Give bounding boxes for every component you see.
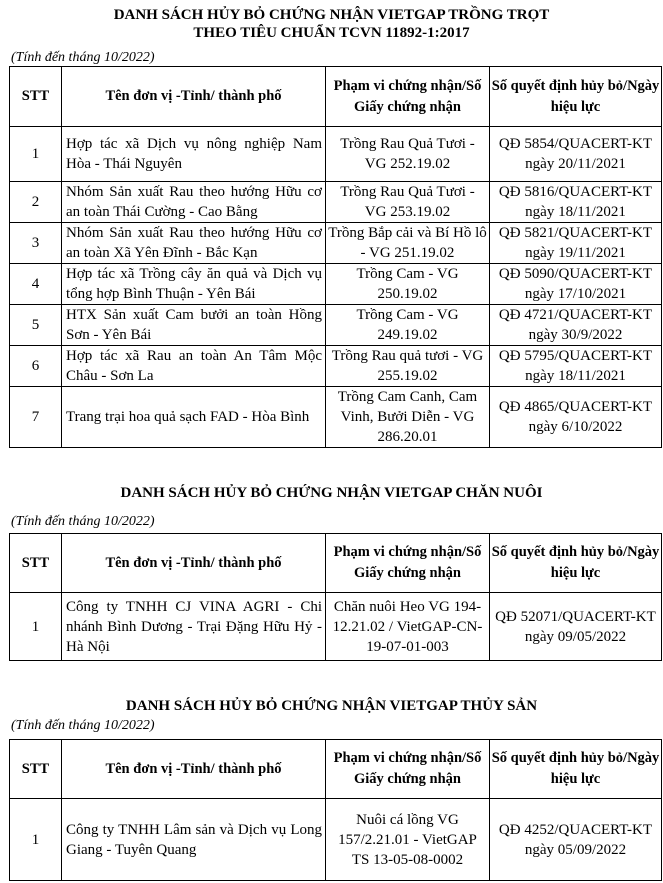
table-row	[10, 387, 662, 448]
row-stt: 2	[10, 182, 62, 223]
header-decision: Số quyết định hủy bỏ/Ngày hiệu lực	[490, 67, 662, 127]
header-decision: Số quyết định hủy bỏ/Ngày hiệu lực	[490, 740, 662, 799]
row-name: HTX Sản xuất Cam bưởi an toàn Hồng Sơn - Yên Bái	[62, 305, 326, 346]
row-scope: Chăn nuôi Heo VG 194-12.21.02 / VietGAP-CN-19-07-01-003	[326, 593, 490, 661]
table-row	[10, 264, 662, 305]
row-decision: QĐ 5795/QUACERT-KT ngày 18/11/2021	[490, 346, 662, 387]
row-scope: Trồng Cam - VG 249.19.02	[326, 305, 490, 346]
row-name: Hợp tác xã Rau an toàn An Tâm Mộc Châu - Sơn La	[62, 346, 326, 387]
section2-table	[9, 533, 662, 661]
row-decision: QĐ 52071/QUACERT-KT ngày 09/05/2022	[490, 593, 662, 661]
row-name: Hợp tác xã Trồng cây ăn quả và Dịch vụ tổng hợp Bình Thuận - Yên Bái	[62, 264, 326, 305]
table-row	[10, 799, 662, 881]
header-scope: Phạm vi chứng nhận/Số Giấy chứng nhận	[326, 534, 490, 593]
row-stt: 1	[10, 593, 62, 661]
row-stt: 7	[10, 387, 62, 448]
section3-title: DANH SÁCH HỦY BỎ CHỨNG NHẬN VIETGAP THỦY SẢN	[125, 698, 538, 714]
header-name: Tên đơn vị -Tỉnh/ thành phố	[62, 534, 326, 593]
row-name: Nhóm Sản xuất Rau theo hướng Hữu cơ an toàn Xã Yên Đĩnh - Bắc Kạn	[62, 223, 326, 264]
row-scope: Trồng Rau Quả Tươi - VG 253.19.02	[326, 182, 490, 223]
table-row	[10, 346, 662, 387]
header-stt: STT	[10, 67, 62, 127]
section2-note: (Tính đến tháng 10/2022)	[11, 514, 155, 529]
header-stt: STT	[10, 740, 62, 799]
section1-title-line1: DANH SÁCH HỦY BỎ CHỨNG NHẬN VIETGAP TRỒNG TRỌT	[113, 7, 550, 23]
table-row	[10, 593, 662, 661]
row-decision: QĐ 4865/QUACERT-KT ngày 6/10/2022	[490, 387, 662, 448]
row-decision: QĐ 5854/QUACERT-KT ngày 20/11/2021	[490, 127, 662, 182]
row-stt: 3	[10, 223, 62, 264]
header-scope: Phạm vi chứng nhận/Số Giấy chứng nhận	[326, 740, 490, 799]
row-scope: Trồng Cam Canh, Cam Vinh, Bưởi Diễn - VG 286.20.01	[326, 387, 490, 448]
table-row	[10, 127, 662, 182]
row-stt: 5	[10, 305, 62, 346]
row-scope: Trồng Cam - VG 250.19.02	[326, 264, 490, 305]
row-decision: QĐ 5090/QUACERT-KT ngày 17/10/2021	[490, 264, 662, 305]
header-stt: STT	[10, 534, 62, 593]
section1-table	[9, 66, 662, 448]
table-header-row	[10, 740, 662, 799]
row-decision: QĐ 4721/QUACERT-KT ngày 30/9/2022	[490, 305, 662, 346]
section3-table	[9, 739, 662, 881]
table-row	[10, 182, 662, 223]
row-stt: 4	[10, 264, 62, 305]
section2-title: DANH SÁCH HỦY BỎ CHỨNG NHẬN VIETGAP CHĂN NUÔI	[120, 485, 543, 501]
row-stt: 1	[10, 799, 62, 881]
row-stt: 1	[10, 127, 62, 182]
row-name: Nhóm Sản xuất Rau theo hướng Hữu cơ an toàn Thái Cường - Cao Bằng	[62, 182, 326, 223]
row-name: Công ty TNHH CJ VINA AGRI - Chi nhánh Bình Dương - Trại Đặng Hữu Hỷ - Hà Nội	[62, 593, 326, 661]
table-header-row	[10, 534, 662, 593]
row-stt: 6	[10, 346, 62, 387]
table-row	[10, 223, 662, 264]
row-decision: QĐ 5816/QUACERT-KT ngày 18/11/2021	[490, 182, 662, 223]
header-scope: Phạm vi chứng nhận/Số Giấy chứng nhận	[326, 67, 490, 127]
row-scope: Nuôi cá lồng VG 157/2.21.01 - VietGAP TS 13-05-08-0002	[326, 799, 490, 881]
table-header-row	[10, 67, 662, 127]
row-scope: Trồng Bắp cải và Bí Hồ lô - VG 251.19.02	[326, 223, 490, 264]
header-decision: Số quyết định hủy bỏ/Ngày hiệu lực	[490, 534, 662, 593]
header-name: Tên đơn vị -Tỉnh/ thành phố	[62, 67, 326, 127]
header-name: Tên đơn vị -Tỉnh/ thành phố	[62, 740, 326, 799]
row-scope: Trồng Rau quả tươi - VG 255.19.02	[326, 346, 490, 387]
row-decision: QĐ 4252/QUACERT-KT ngày 05/09/2022	[490, 799, 662, 881]
section1-title-line2: THEO TIÊU CHUẨN TCVN 11892-1:2017	[193, 25, 470, 41]
row-decision: QĐ 5821/QUACERT-KT ngày 19/11/2021	[490, 223, 662, 264]
row-name: Công ty TNHH Lâm sản và Dịch vụ Long Giang - Tuyên Quang	[62, 799, 326, 881]
section1-note: (Tính đến tháng 10/2022)	[11, 50, 155, 65]
section3-note: (Tính đến tháng 10/2022)	[11, 718, 155, 733]
row-name: Trang trại hoa quả sạch FAD - Hòa Bình	[62, 387, 326, 448]
table-row	[10, 305, 662, 346]
row-scope: Trồng Rau Quả Tươi - VG 252.19.02	[326, 127, 490, 182]
row-name: Hợp tác xã Dịch vụ nông nghiệp Nam Hòa - Thái Nguyên	[62, 127, 326, 182]
